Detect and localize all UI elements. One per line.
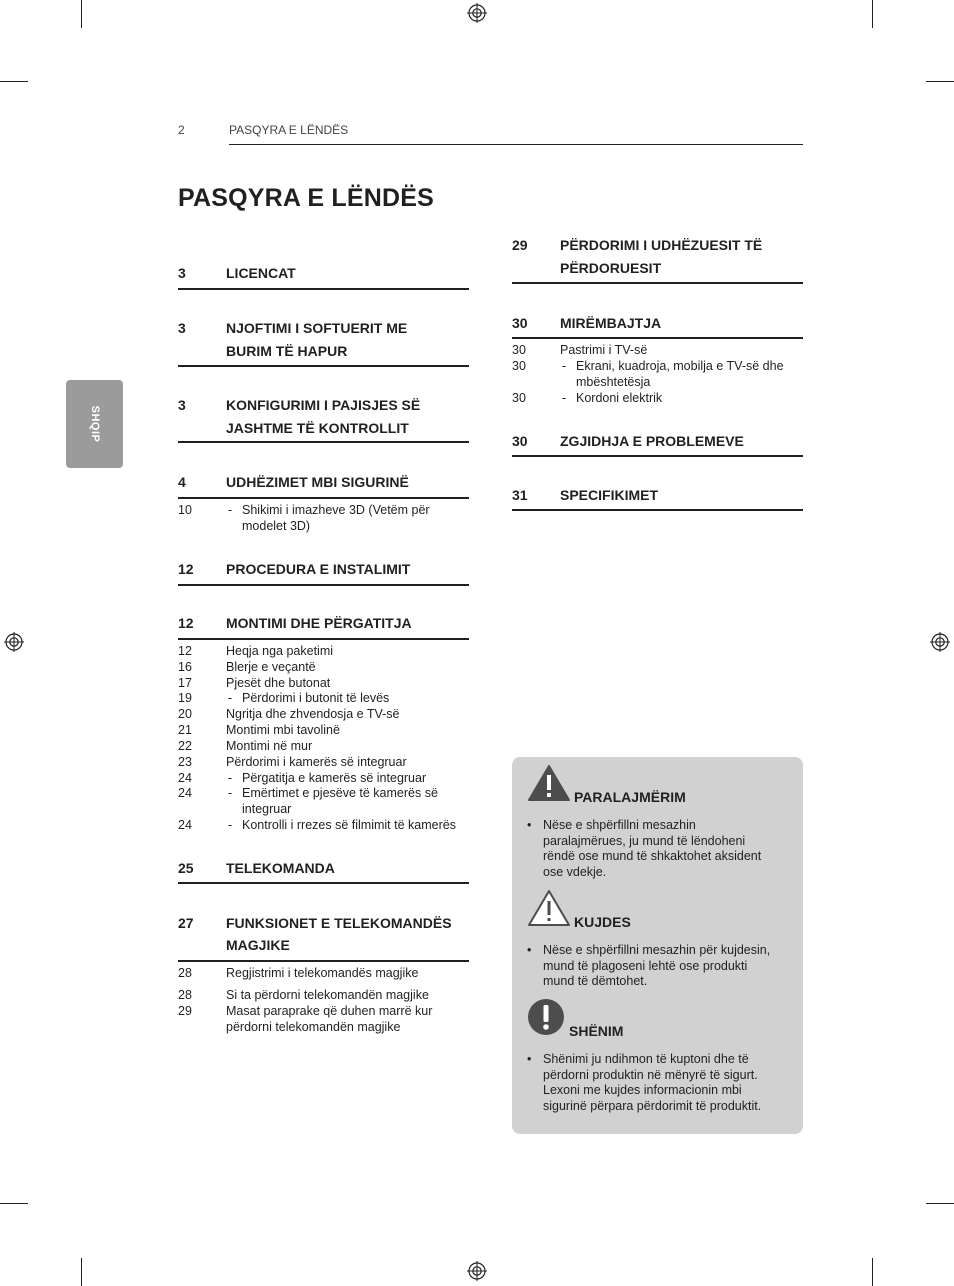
toc-page-number: 28 xyxy=(178,988,192,1002)
toc-page-number: 24 xyxy=(178,786,192,800)
toc-subentry-text: Pjesët dhe butonat xyxy=(226,676,331,690)
warning-text-line: rëndë ose mund të shkaktohet aksident xyxy=(543,849,762,863)
toc-page-number: 12 xyxy=(178,561,194,577)
caution-text-line: Nëse e shpërfillni mesazhin për kujdesin, xyxy=(543,943,771,957)
toc-page-number: 17 xyxy=(178,676,192,690)
toc-page-number: 31 xyxy=(512,487,528,503)
caution-text-line: mund të dëmtohet. xyxy=(543,974,648,988)
toc-page-number: 24 xyxy=(178,818,192,832)
note-heading: SHËNIM xyxy=(569,1023,624,1039)
dash: - xyxy=(562,359,567,373)
crop-mark xyxy=(81,0,82,28)
toc-title: JASHTME TË KONTROLLIT xyxy=(226,420,409,436)
toc-page-number: 30 xyxy=(512,433,528,449)
toc-subentry-text: integruar xyxy=(242,802,292,816)
registration-mark-icon xyxy=(4,632,24,652)
toc-page-number: 22 xyxy=(178,739,192,753)
safety-notice-box xyxy=(512,757,803,1134)
dash: - xyxy=(228,771,233,785)
caution-triangle-icon xyxy=(527,889,571,927)
note-text-line: përdorni produktin në mënyrë të sigurt. xyxy=(543,1068,758,1082)
warning-text-line: paralajmërues, ju mund të lëndoheni xyxy=(543,834,746,848)
warning-triangle-icon xyxy=(527,764,571,802)
crop-mark xyxy=(926,81,954,82)
toc-title: UDHËZIMET MBI SIGURINË xyxy=(226,474,409,490)
toc-subentry-text: Ngritja dhe zhvendosja e TV-së xyxy=(226,707,400,721)
toc-subentry-text: Blerje e veçantë xyxy=(226,660,316,674)
crop-mark xyxy=(0,1203,28,1204)
toc-rule xyxy=(178,288,469,290)
toc-rule xyxy=(178,638,469,640)
toc-page-number: 4 xyxy=(178,474,186,490)
toc-subentry-text: Montimi në mur xyxy=(226,739,313,753)
dash: - xyxy=(228,786,233,800)
toc-page-number: 12 xyxy=(178,644,192,658)
toc-rule xyxy=(178,882,469,884)
note-text-line: Shënimi ju ndihmon të kuptoni dhe të xyxy=(543,1052,749,1066)
toc-title: BURIM TË HAPUR xyxy=(226,343,348,359)
toc-title: ZGJIDHJA E PROBLEMEVE xyxy=(560,433,744,449)
warning-heading: PARALAJMËRIM xyxy=(574,789,686,805)
toc-page-number: 30 xyxy=(512,343,526,357)
toc-page-number: 25 xyxy=(178,860,194,876)
toc-subentry-text: Kontrolli i rrezes së filmimit të kamerës xyxy=(242,818,456,832)
toc-page-number: 21 xyxy=(178,723,192,737)
toc-page-number: 19 xyxy=(178,691,192,705)
registration-mark-icon xyxy=(467,3,487,23)
language-tab xyxy=(66,380,123,468)
toc-page-number: 30 xyxy=(512,315,528,331)
toc-subentry-text: përdorni telekomandën magjike xyxy=(226,1020,401,1034)
note-exclamation-icon xyxy=(527,998,565,1036)
toc-subentry-text: Përdorimi i butonit të levës xyxy=(242,691,390,705)
toc-page-number: 24 xyxy=(178,771,192,785)
toc-title: SPECIFIKIMET xyxy=(560,487,659,503)
toc-subentry-text: Si ta përdorni telekomandën magjike xyxy=(226,988,429,1002)
note-text-line: sigurinë përpara përdorimit të produktit. xyxy=(543,1099,762,1113)
toc-rule xyxy=(178,584,469,586)
bullet: • xyxy=(527,943,532,957)
toc-subentry-text: Montimi mbi tavolinë xyxy=(226,723,340,737)
toc-title: MAGJIKE xyxy=(226,937,290,953)
toc-rule xyxy=(178,497,469,499)
toc-subentry-text: Regjistrimi i telekomandës magjike xyxy=(226,966,419,980)
toc-subentry-text: Masat paraprake që duhen marrë kur xyxy=(226,1004,433,1018)
toc-title: NJOFTIMI I SOFTUERIT ME xyxy=(226,320,408,336)
toc-page-number: 23 xyxy=(178,755,192,769)
warning-text-line: Nëse e shpërfillni mesazhin xyxy=(543,818,696,832)
dash: - xyxy=(228,503,233,517)
toc-title: LICENCAT xyxy=(226,265,296,281)
registration-mark-icon xyxy=(930,632,950,652)
toc-subentry-text: mbështetësja xyxy=(576,375,651,389)
toc-rule xyxy=(512,455,803,457)
toc-title: KONFIGURIMI I PAJISJES SË xyxy=(226,397,421,413)
toc-page-number: 30 xyxy=(512,391,526,405)
caution-heading: KUJDES xyxy=(574,914,631,930)
toc-page-number: 20 xyxy=(178,707,192,721)
caution-text-line: mund të plagoseni lehtë ose produkti xyxy=(543,959,748,973)
toc-subentry-text: Kordoni elektrik xyxy=(576,391,663,405)
toc-subentry-text: Shikimi i imazheve 3D (Vetëm për xyxy=(242,503,430,517)
crop-mark xyxy=(0,81,28,82)
crop-mark xyxy=(81,1258,82,1286)
page-number: 2 xyxy=(178,123,185,137)
header-rule xyxy=(229,144,803,145)
warning-text-line: ose vdekje. xyxy=(543,865,607,879)
toc-title: PROCEDURA E INSTALIMIT xyxy=(226,561,411,577)
toc-title: FUNKSIONET E TELEKOMANDËS xyxy=(226,915,452,931)
toc-page-number: 27 xyxy=(178,915,194,931)
toc-subentry-text: Heqja nga paketimi xyxy=(226,644,334,658)
toc-page-number: 29 xyxy=(178,1004,192,1018)
toc-subentry-text: Pastrimi i TV-së xyxy=(560,343,648,357)
note-text-line: Lexoni me kujdes informacionin mbi xyxy=(543,1083,742,1097)
crop-mark xyxy=(926,1203,954,1204)
toc-page-number: 12 xyxy=(178,615,194,631)
toc-subentry-text: Ekrani, kuadroja, mobilja e TV-së dhe xyxy=(576,359,784,373)
running-title: PASQYRA E LËNDËS xyxy=(229,123,349,137)
toc-page-number: 30 xyxy=(512,359,526,373)
toc-page-number: 28 xyxy=(178,966,192,980)
dash: - xyxy=(228,818,233,832)
toc-page-number: 3 xyxy=(178,397,186,413)
registration-mark-icon xyxy=(467,1261,487,1281)
dash: - xyxy=(228,691,233,705)
toc-subentry-text: Përgatitja e kamerës së integruar xyxy=(242,771,427,785)
toc-page-number: 16 xyxy=(178,660,192,674)
toc-title: PËRDORUESIT xyxy=(560,260,662,276)
toc-title: PËRDORIMI I UDHËZUESIT TË xyxy=(560,237,763,253)
toc-page-number: 10 xyxy=(178,503,192,517)
toc-subentry-text: modelet 3D) xyxy=(242,519,311,533)
toc-page-number: 29 xyxy=(512,237,528,253)
toc-rule xyxy=(512,282,803,284)
crop-mark xyxy=(872,1258,873,1286)
toc-subentry-text: Përdorimi i kamerës së integruar xyxy=(226,755,407,769)
toc-rule xyxy=(512,509,803,511)
toc-subentry-text: Emërtimet e pjesëve të kamerës së xyxy=(242,786,438,800)
toc-page-number: 3 xyxy=(178,265,186,281)
toc-rule xyxy=(512,337,803,339)
language-tab-label: SHQIP xyxy=(89,405,101,443)
dash: - xyxy=(562,391,567,405)
toc-title: MIRËMBAJTJA xyxy=(560,315,662,331)
toc-rule xyxy=(178,441,469,443)
bullet: • xyxy=(527,1052,532,1066)
toc-page-number: 3 xyxy=(178,320,186,336)
toc-title: MONTIMI DHE PËRGATITJA xyxy=(226,615,412,631)
toc-title: TELEKOMANDA xyxy=(226,860,335,876)
toc-rule xyxy=(178,960,469,962)
page-title: PASQYRA E LËNDËS xyxy=(178,184,435,212)
crop-mark xyxy=(872,0,873,28)
bullet: • xyxy=(527,818,532,832)
toc-rule xyxy=(178,365,469,367)
